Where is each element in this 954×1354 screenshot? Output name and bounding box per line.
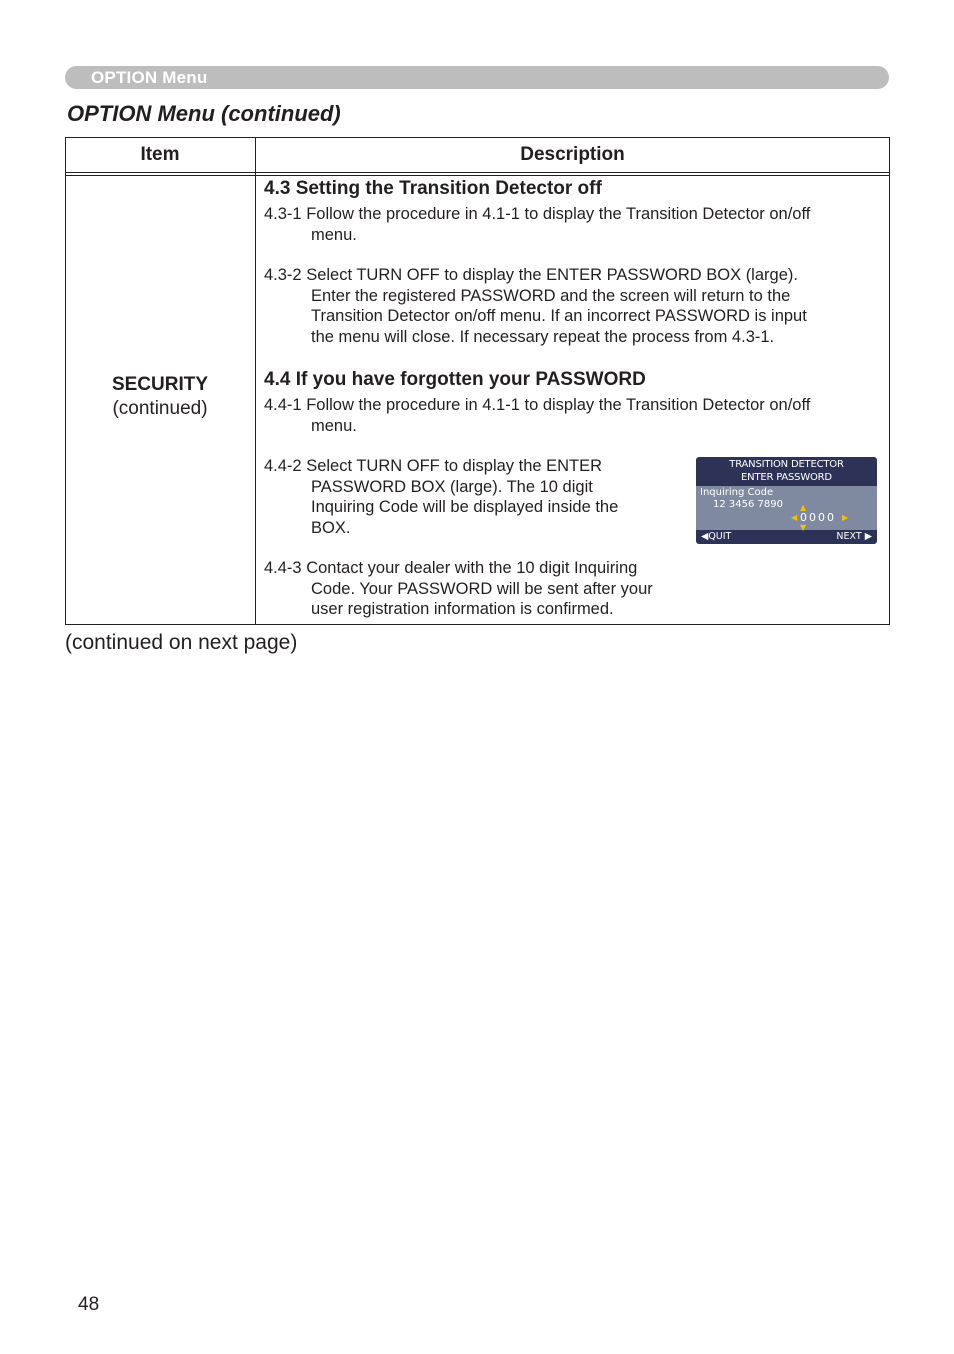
quit-arrow-icon: ◀ (701, 531, 709, 542)
step-line: BOX. (311, 518, 351, 537)
header-divider-double (65, 175, 890, 176)
item-continued: (continued) (112, 398, 208, 419)
step-4-3-1 (264, 204, 810, 245)
osd-inquiring-label: Inquiring Code (700, 487, 774, 498)
osd-body (696, 486, 877, 530)
section-heading-4-4: 4.4 If you have forgotten your PASSWORD (264, 369, 646, 390)
item-name: SECURITY (111, 374, 209, 395)
step-line: user registration information is confirmed. (311, 600, 614, 618)
step-line: Code. Your PASSWORD will be sent after your (311, 579, 653, 598)
column-divider (255, 137, 256, 625)
osd-subtitle: ENTER PASSWORD (741, 472, 832, 483)
step-4-4-3 (264, 558, 653, 620)
osd-quit-button[interactable] (701, 531, 731, 542)
step-line: 4.4-3 Contact your dealer with the 10 digit Inquiring (264, 559, 638, 577)
osd-title: TRANSITION DETECTOR (729, 459, 844, 470)
table-border-bottom (65, 624, 890, 625)
step-4-4-1 (264, 395, 810, 436)
arrow-down-icon: ▼ (800, 523, 807, 532)
step-line: menu. (311, 416, 357, 435)
step-line: Inquiring Code will be displayed inside the (311, 498, 619, 516)
osd-inquiring-code: 12 3456 7890 (713, 499, 783, 510)
arrow-right-icon: ▶ (842, 513, 849, 522)
item-cell (65, 373, 255, 421)
header-divider (65, 172, 890, 173)
enter-password-osd (696, 457, 877, 544)
osd-next-button[interactable] (836, 531, 872, 542)
step-line: 4.3-1 Follow the procedure in 4.1-1 to display the Transition Detector on/off (264, 205, 811, 223)
step-line: PASSWORD BOX (large). The 10 digit (311, 477, 593, 496)
osd-footer (696, 530, 877, 544)
continued-note: (continued on next page) (65, 631, 298, 654)
step-4-3-2 (264, 265, 807, 347)
column-header-description: Description (520, 144, 625, 165)
section-heading-4-3: 4.3 Setting the Transition Detector off (264, 178, 602, 199)
step-line: 4.4-2 Select TURN OFF to display the ENTER (264, 457, 603, 475)
page-number: 48 (78, 1294, 100, 1315)
osd-quit-label: QUIT (708, 531, 732, 542)
table-border-right (889, 137, 890, 625)
step-line: menu. (311, 225, 357, 244)
osd-next-label: NEXT (836, 531, 862, 542)
arrow-up-icon: ▲ (800, 503, 807, 512)
column-header-item: Item (140, 144, 180, 165)
step-line: Transition Detector on/off menu. If an incorrect PASSWORD is input (311, 307, 807, 325)
osd-password-digits[interactable]: 0000 (800, 511, 836, 524)
next-arrow-icon: ▶ (864, 531, 872, 542)
step-line: Enter the registered PASSWORD and the screen will return to the (311, 286, 791, 305)
step-line: 4.3-2 Select TURN OFF to display the ENTER PASSWORD BOX (large). (264, 266, 798, 284)
step-line: the menu will close. If necessary repeat the process from 4.3-1. (311, 327, 775, 346)
section-bar (65, 66, 889, 89)
page-title: OPTION Menu (continued) (67, 101, 341, 126)
step-line: 4.4-1 Follow the procedure in 4.1-1 to display the Transition Detector on/off (264, 396, 811, 414)
arrow-left-icon: ◀ (791, 513, 798, 522)
step-4-4-2 (264, 456, 618, 538)
section-label: OPTION Menu (91, 68, 208, 87)
